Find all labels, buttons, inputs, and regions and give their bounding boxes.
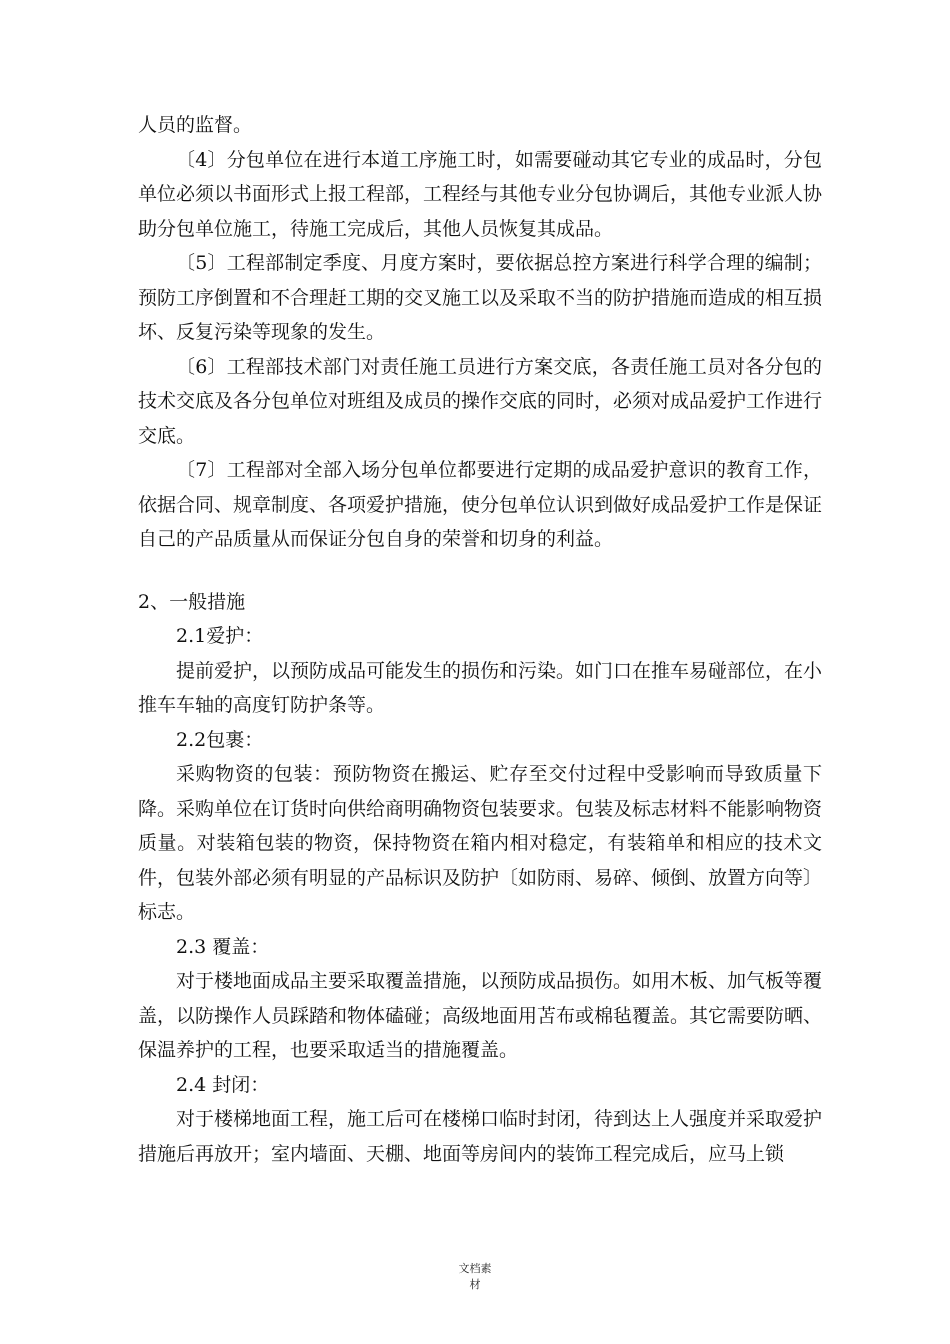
document-body (138, 108, 822, 1171)
subsection-title-covering: 2.3 覆盖： (176, 935, 270, 958)
section-spacer (138, 557, 822, 585)
paragraph-item-4: 〔4〕分包单位在进行本道工序施工时，如需要碰动其它专业的成品时，分包单位必须以书面形式上报工程部，工程经与其他专业分包协调后，其他专业派人协助分包单位施工，待施工完成后，其他人员恢复其成品。 (138, 148, 823, 240)
subsection-body-wrapping: 采购物资的包装：预防物资在搬运、贮存至交付过程中受影响而导致质量下降。采购单位在订货时向供给商明确物资包装要求。包装及标志材料不能影响物资质量。对装箱包装的物资，保持物资在箱内相对稳定，有装箱单和相应的技术文件，包装外部必须有明显的产品标识及防护〔如防雨、易碎、倾倒、放置方向等〕标志。 (138, 763, 823, 923)
page-footer (0, 1261, 950, 1293)
paragraph-item-6: 〔6〕工程部技术部门对责任施工员进行方案交底，各责任施工员对各分包的技术交底及各分包单位对班组及成员的操作交底的同时，必须对成品爱护工作进行交底。 (138, 355, 823, 447)
footer-line-2: 材 (469, 1278, 481, 1291)
section-heading: 2、一般措施 (138, 590, 246, 613)
subsection-title-wrapping: 2.2包裹： (176, 728, 264, 751)
paragraph-item-7: 〔7〕工程部对全部入场分包单位都要进行定期的成品爱护意识的教育工作，依据合同、规章制度、各项爱护措施，使分包单位认识到做好成品爱护工作是保证自己的产品质量从而保证分包自身的荣誉和切身的利益。 (138, 459, 823, 550)
subsection-title-protection: 2.1爱护： (176, 625, 264, 647)
subsection-body-sealing: 对于楼梯地面工程，施工后可在楼梯口临时封闭，待到达上人强度并采取爱护措施后再放开；室内墙面、天棚、地面等房间内的装饰工程完成后，应马上锁 (138, 1108, 823, 1165)
paragraph-continuation: 人员的监督。 (138, 114, 253, 136)
subsection-body-covering: 对于楼地面成品主要采取覆盖措施，以预防成品损伤。如用木板、加气板等覆盖，以防操作人员踩踏和物体磕碰；高级地面用苫布或棉毡覆盖。其它需要防晒、保温养护的工程，也要采取适当的措施覆盖。 (138, 970, 823, 1061)
paragraph-item-5: 〔5〕工程部制定季度、月度方案时，要依据总控方案进行科学合理的编制；预防工序倒置和不合理赶工期的交叉施工以及采取不当的防护措施而造成的相互损坏、反复污染等现象的发生。 (138, 252, 823, 343)
subsection-body-protection: 提前爱护，以预防成品可能发生的损伤和污染。如门口在推车易碰部位，在小推车车轴的高度钉防护条等。 (138, 659, 823, 716)
subsection-title-sealing: 2.4 封闭： (176, 1073, 270, 1096)
footer-line-1: 文档素 (458, 1262, 492, 1275)
